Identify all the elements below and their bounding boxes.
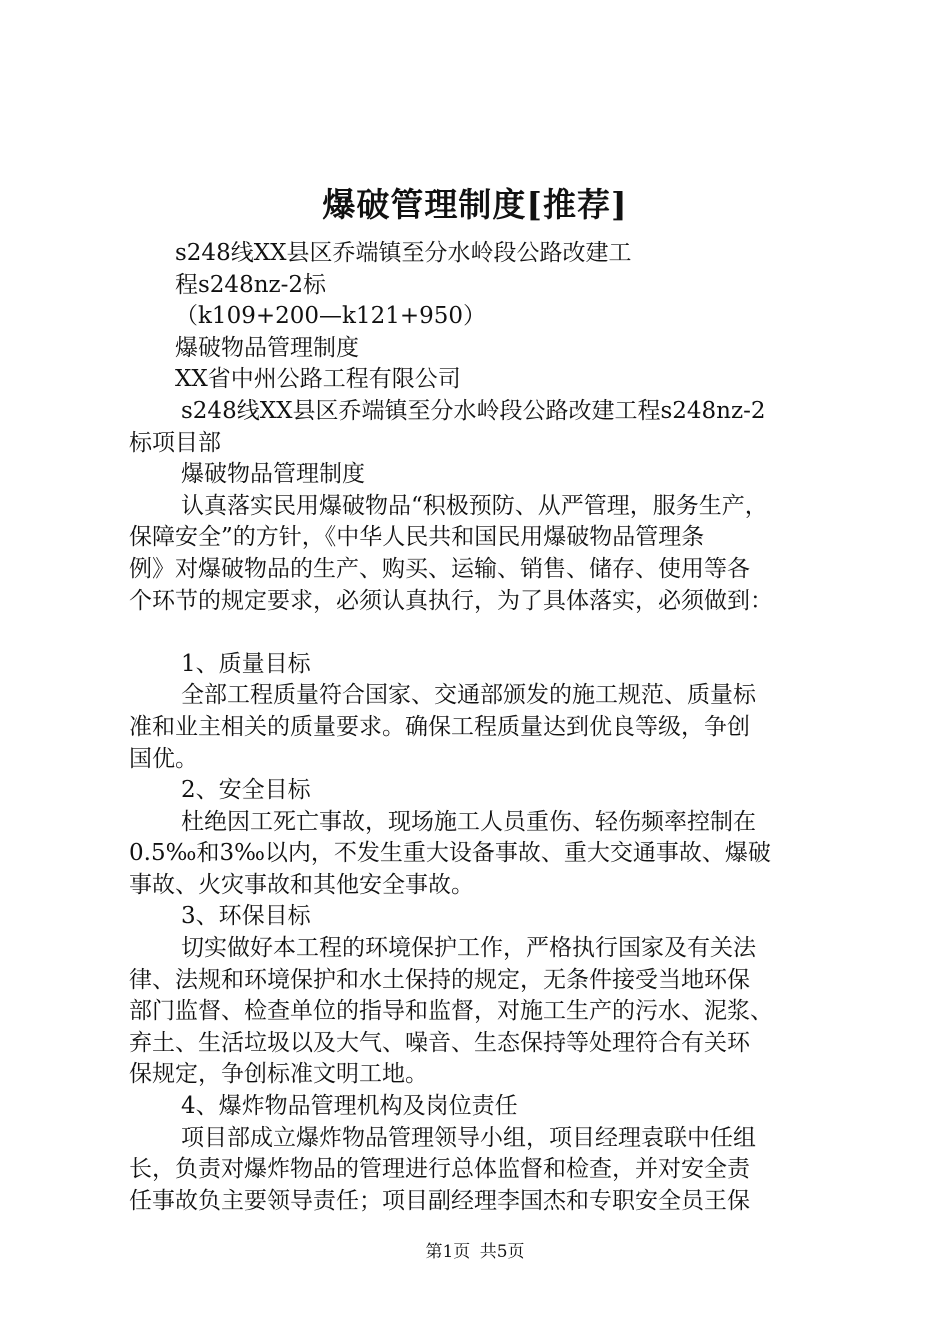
text-line: 爆破物品管理制度 (181, 461, 365, 488)
text-line: 标项目部 (129, 429, 221, 456)
blank-line (129, 617, 829, 649)
text-line: 国优。 (129, 745, 198, 772)
text-line: 全部工程质量符合国家、交通部颁发的施工规范、质量标 (181, 682, 756, 709)
text-line: 项目部成立爆炸物品管理领导小组，项目经理袁联中任组 (181, 1124, 756, 1151)
page-total: 共5页 (479, 1242, 525, 1262)
text-line: 保障安全”的方针，《中华人民共和国民用爆破物品管理条 (129, 524, 705, 551)
text-line: 杜绝因工死亡事故，现场施工人员重伤、轻伤频率控制在 (181, 808, 756, 835)
text-line: s248线XX县区乔端镇至分水岭段公路改建工程s248nz-2 (181, 397, 766, 424)
text-line: 事故、火灾事故和其他安全事故。 (129, 871, 474, 898)
text-line: 认真落实民用爆破物品“积极预防、从严管理，服务生产， (181, 492, 768, 519)
text-line: 保规定，争创标准文明工地。 (129, 1061, 428, 1088)
text-line: 例》对爆破物品的生产、购买、运输、销售、储存、使用等各 (129, 555, 750, 582)
text-line: 切实做好本工程的环境保护工作，严格执行国家及有关法 (181, 935, 756, 962)
text-line: 准和业主相关的质量要求。确保工程质量达到优良等级，争创 (129, 713, 750, 740)
text-line: 个环节的规定要求，必须认真执行，为了具体落实，必须做到： (129, 587, 773, 614)
text-line: 律、法规和环境保护和水土保持的规定，无条件接受当地环保 (129, 966, 750, 993)
section-heading: 1、质量目标 (181, 650, 311, 677)
page-footer (0, 1240, 950, 1264)
document-body (129, 238, 829, 1217)
text-line: 部门监督、检查单位的指导和监督，对施工生产的污水、泥浆、 (129, 998, 773, 1025)
text-line: （k109+200—k121+950） (175, 303, 487, 330)
text-line: XX省中州公路工程有限公司 (175, 366, 461, 393)
section-heading: 4、爆炸物品管理机构及岗位责任 (181, 1093, 518, 1120)
text-line: 爆破物品管理制度 (175, 334, 359, 361)
text-line: 任事故负主要领导责任；项目副经理李国杰和专职安全员王保 (129, 1187, 750, 1214)
section-heading: 3、环保目标 (181, 903, 311, 930)
section-heading: 2、安全目标 (181, 777, 311, 804)
document-title: 爆破管理制度[推荐] (322, 185, 628, 224)
text-line: 弃土、生活垃圾以及大气、噪音、生态保持等处理符合有关环 (129, 1029, 750, 1056)
text-line: 0.5‰和3‰以内，不发生重大设备事故、重大交通事故、爆破 (129, 840, 771, 867)
text-line: s248线XX县区乔端镇至分水岭段公路改建工 (175, 240, 632, 266)
page-number: 第1页 (425, 1242, 471, 1262)
text-line: 长，负责对爆炸物品的管理进行总体监督和检查，并对安全责 (129, 1156, 750, 1183)
text-line: 程s248nz-2标 (175, 271, 327, 298)
